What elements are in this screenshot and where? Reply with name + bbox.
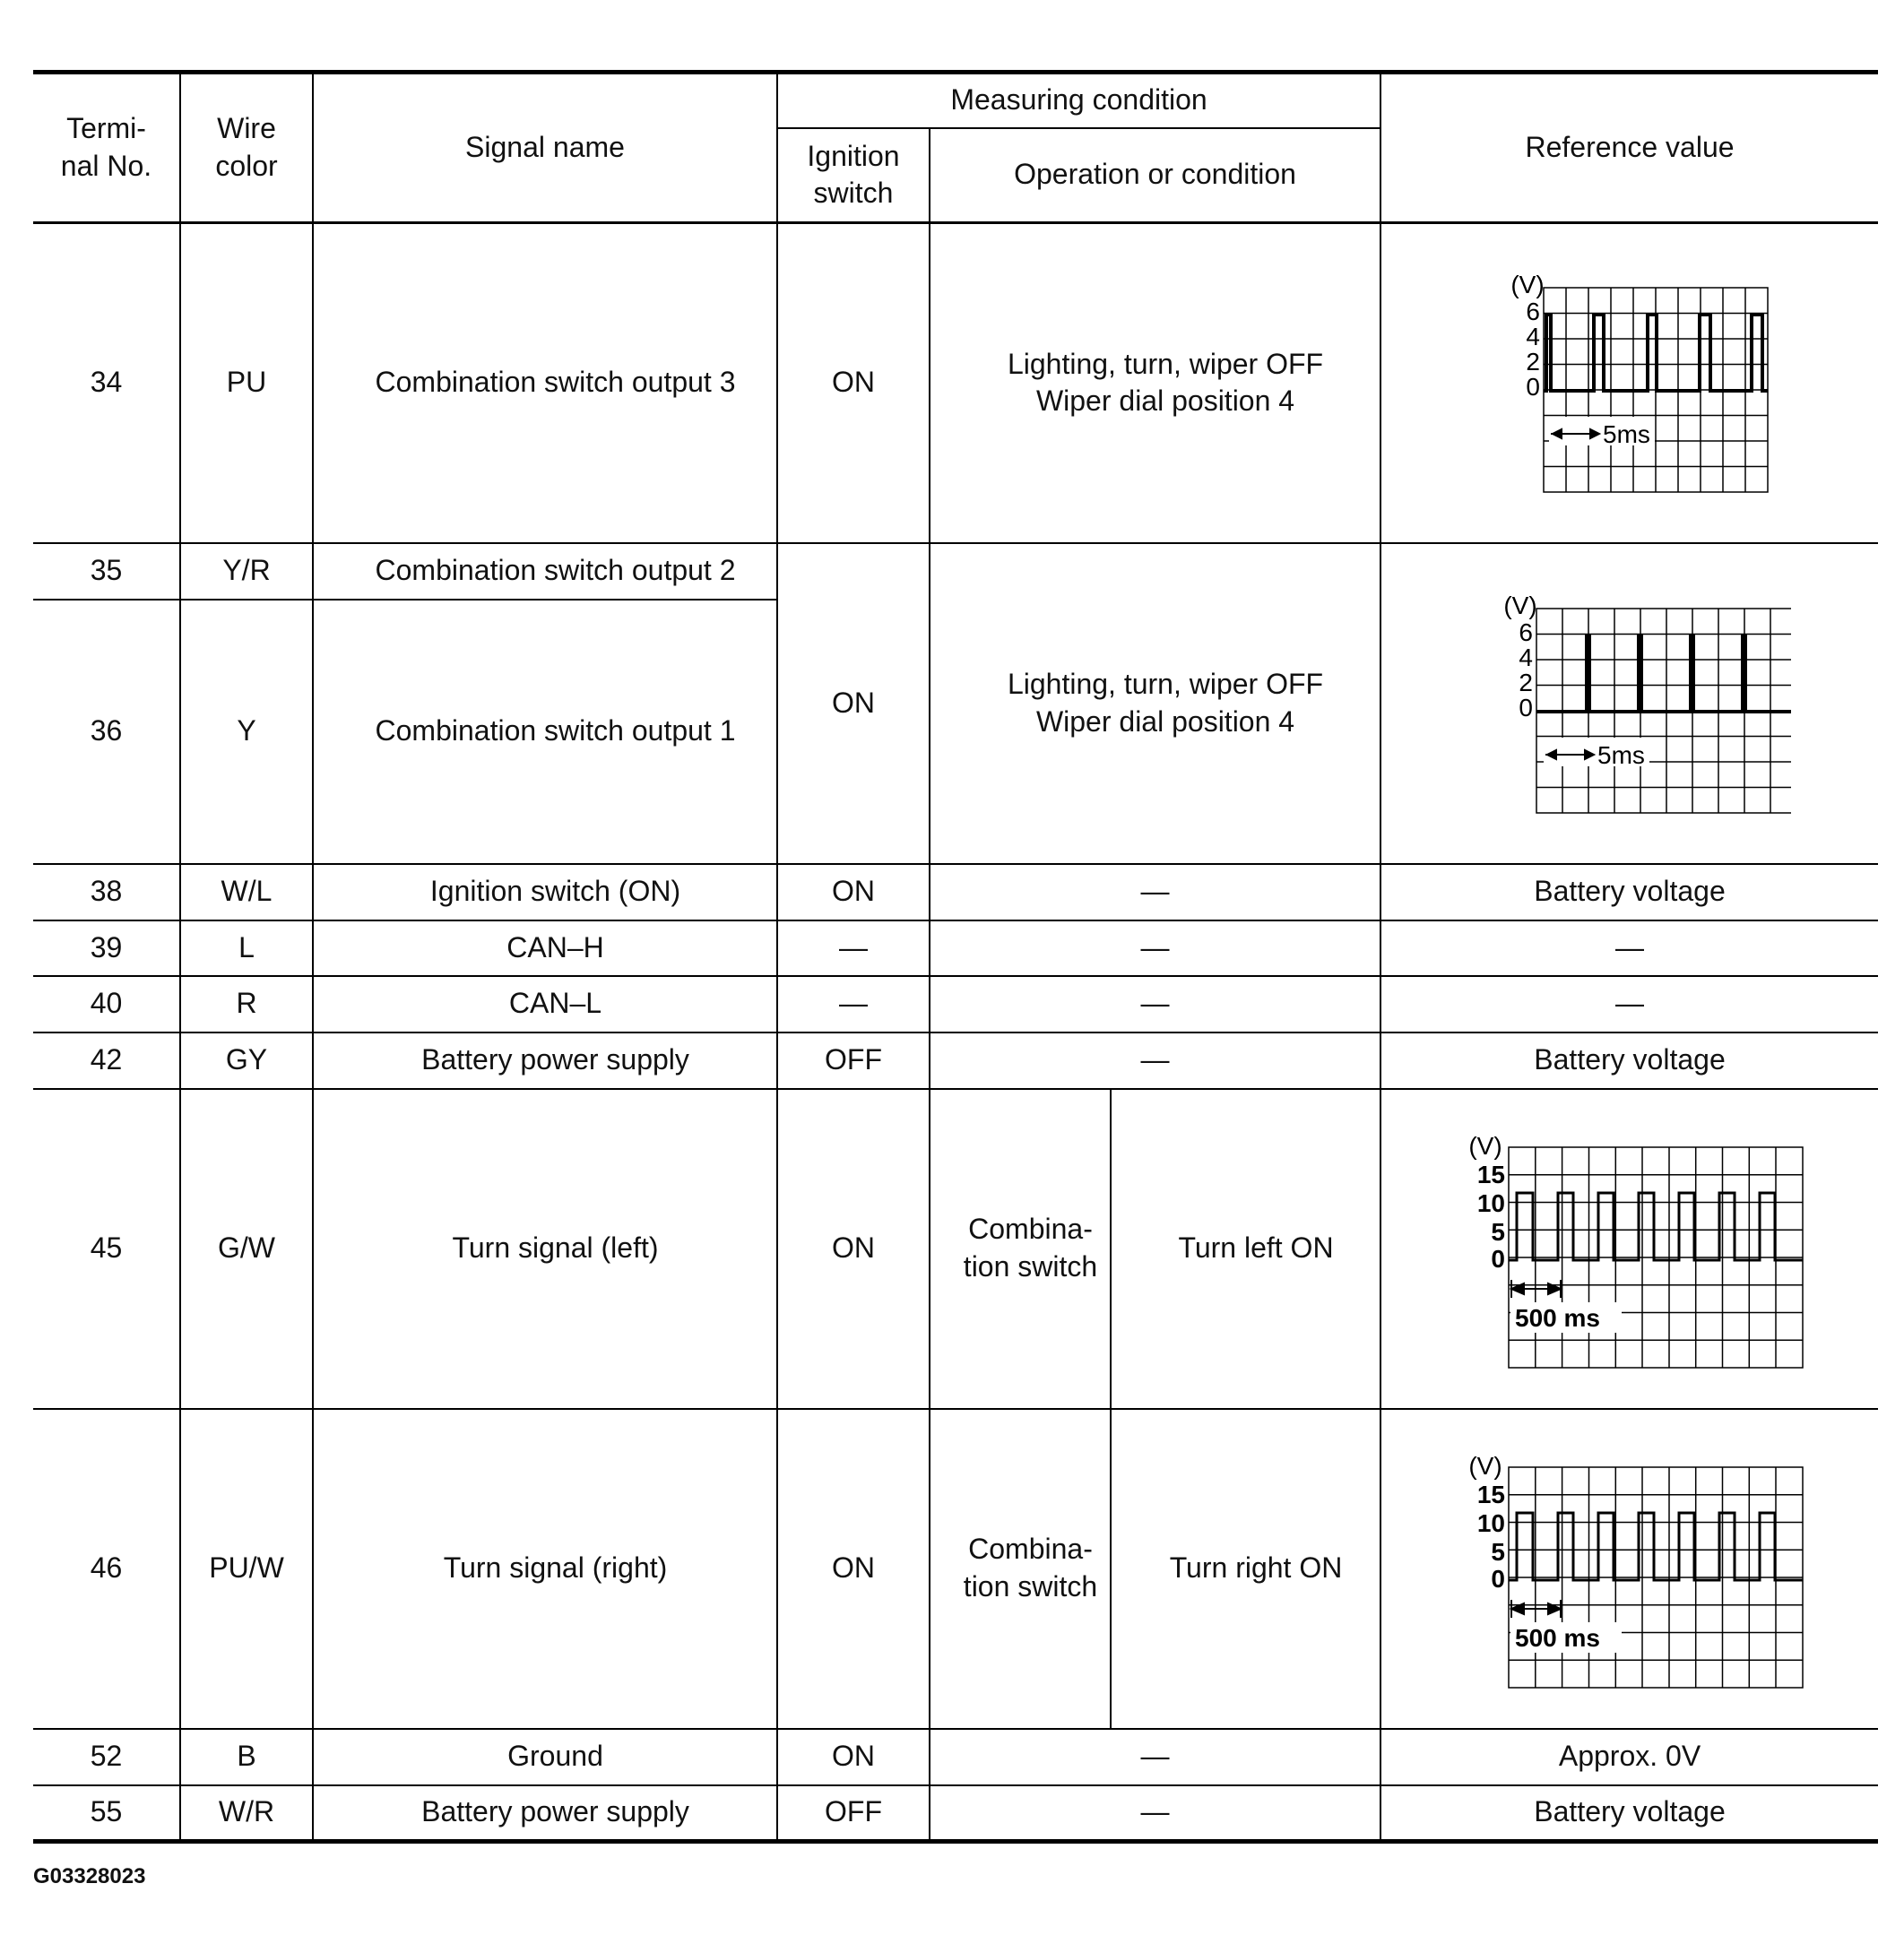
time-scale: [1510, 1600, 1622, 1653]
terminal-no: 46: [33, 1409, 180, 1729]
header-measuring-condition: Measuring condition: [777, 73, 1380, 128]
ignition-state: OFF: [777, 1785, 930, 1842]
terminal-no: 45: [33, 1089, 180, 1409]
operation-condition: —: [930, 1785, 1380, 1842]
terminal-no: 36: [33, 600, 180, 864]
ignition-state: ON: [777, 1089, 930, 1409]
table-row: [33, 543, 1878, 600]
header-reference-value: Reference value: [1380, 73, 1878, 223]
operation-device: [930, 1089, 1111, 1409]
tick-label: 0: [1491, 1245, 1506, 1273]
table-row: [33, 1785, 1878, 1842]
reference-waveform: [1380, 223, 1878, 543]
wire-color: G/W: [180, 1089, 313, 1409]
signal-name: Turn signal (left): [313, 1089, 777, 1409]
reference-waveform: [1380, 543, 1878, 864]
operation-device-text: Combina- tion switch: [963, 1533, 1098, 1603]
wire-color: L: [180, 920, 313, 976]
tick-label: 0: [1526, 373, 1541, 402]
ignition-state: ON: [777, 1729, 930, 1785]
header-wire-color: [180, 73, 313, 223]
terminal-no: 40: [33, 976, 180, 1032]
signal-name: Turn signal (right): [313, 1409, 777, 1729]
reference-waveform: [1380, 1409, 1878, 1729]
tick-label: 4: [1526, 323, 1541, 351]
table-row: [33, 1089, 1878, 1409]
time-scale-label: 500 ms: [1515, 1624, 1600, 1652]
waveform-graph: [1468, 266, 1791, 499]
time-scale: [1510, 1280, 1622, 1333]
operation-condition: —: [930, 1032, 1380, 1089]
operation-condition: [930, 223, 1380, 543]
terminal-no: 38: [33, 864, 180, 920]
ignition-state: ON: [777, 543, 930, 864]
header-ignition-switch: [777, 128, 930, 223]
terminal-no: 42: [33, 1032, 180, 1089]
table-row: [33, 223, 1878, 543]
operation-condition: —: [930, 976, 1380, 1032]
terminal-no: 39: [33, 920, 180, 976]
tick-label: 6: [1519, 618, 1534, 646]
tick-label: 0: [1519, 693, 1534, 721]
tick-labels: [1477, 1161, 1505, 1273]
signal-trace: [1536, 635, 1791, 712]
time-scale-label: 5ms: [1597, 740, 1645, 769]
reference-value: Approx. 0V: [1380, 1729, 1878, 1785]
ignition-state: —: [777, 920, 930, 976]
tick-label: 4: [1519, 643, 1534, 671]
terminal-no: 34: [33, 223, 180, 543]
signal-trace: [1544, 315, 1768, 391]
terminal-reference-table: [33, 70, 1878, 1844]
signal-name: Battery power supply: [313, 1032, 777, 1089]
table-row: [33, 920, 1878, 976]
time-scale-label: 500 ms: [1515, 1304, 1600, 1332]
tick-label: 6: [1526, 298, 1541, 326]
tick-label: 15: [1476, 1161, 1506, 1188]
waveform-graph: [1468, 587, 1791, 820]
tick-label: 5: [1491, 1538, 1506, 1566]
header-terminal-label: Termi- nal No.: [60, 112, 152, 182]
wire-color: W/R: [180, 1785, 313, 1842]
ignition-state: ON: [777, 864, 930, 920]
time-scale-label: 5ms: [1603, 420, 1650, 449]
signal-name: Ground: [313, 1729, 777, 1785]
table-row: [33, 1729, 1878, 1785]
header-signal-name: Signal name: [313, 73, 777, 223]
unit-label: (V): [1503, 591, 1537, 619]
unit-label: (V): [1510, 271, 1545, 299]
waveform-graph: [1455, 1128, 1804, 1369]
reference-waveform: [1380, 1089, 1878, 1409]
ignition-state: OFF: [777, 1032, 930, 1089]
wire-color: PU/W: [180, 1409, 313, 1729]
wire-color: R: [180, 976, 313, 1032]
wire-color: Y: [180, 600, 313, 864]
tick-label: 0: [1491, 1565, 1506, 1593]
wire-color: Y/R: [180, 543, 313, 600]
unit-label: (V): [1468, 1452, 1502, 1480]
reference-value: Battery voltage: [1380, 1785, 1878, 1842]
tick-label: 5: [1491, 1218, 1506, 1246]
operation-text: Lighting, turn, wiper OFF Wiper dial position 4: [1007, 667, 1324, 738]
tick-label: 10: [1476, 1509, 1506, 1537]
signal-name: CAN–H: [313, 920, 777, 976]
terminal-no: 35: [33, 543, 180, 600]
time-scale: [1549, 417, 1655, 448]
ignition-state: —: [777, 976, 930, 1032]
terminal-no: 52: [33, 1729, 180, 1785]
tick-labels: [1477, 1481, 1505, 1593]
terminal-no: 55: [33, 1785, 180, 1842]
operation-device-text: Combina- tion switch: [963, 1213, 1098, 1283]
signal-name: Combination switch output 2: [313, 543, 777, 600]
signal-name: Ignition switch (ON): [313, 864, 777, 920]
tick-label: 2: [1519, 668, 1534, 696]
wire-color: PU: [180, 223, 313, 543]
table-row: [33, 976, 1878, 1032]
operation-state: Turn left ON: [1111, 1089, 1380, 1409]
tick-label: 10: [1476, 1189, 1506, 1217]
reference-value: —: [1380, 920, 1878, 976]
wire-color: B: [180, 1729, 313, 1785]
wire-color: W/L: [180, 864, 313, 920]
signal-name: Combination switch output 3: [313, 223, 777, 543]
table-row: [33, 864, 1878, 920]
signal-name: Combination switch output 1: [313, 600, 777, 864]
operation-condition: —: [930, 920, 1380, 976]
header-terminal-no: [33, 73, 180, 223]
tick-labels: [1526, 298, 1540, 401]
wire-color: GY: [180, 1032, 313, 1089]
tick-labels: [1519, 618, 1533, 721]
ignition-state: ON: [777, 223, 930, 543]
table-row: [33, 1409, 1878, 1729]
signal-name: CAN–L: [313, 976, 777, 1032]
operation-condition: [930, 543, 1380, 864]
operation-text: Lighting, turn, wiper OFF Wiper dial position 4: [1007, 347, 1324, 418]
signal-name: Battery power supply: [313, 1785, 777, 1842]
ignition-state: ON: [777, 1409, 930, 1729]
operation-state: Turn right ON: [1111, 1409, 1380, 1729]
reference-value: —: [1380, 976, 1878, 1032]
operation-device: [930, 1409, 1111, 1729]
reference-value: Battery voltage: [1380, 1032, 1878, 1089]
operation-condition: —: [930, 864, 1380, 920]
tick-label: 2: [1526, 348, 1541, 376]
reference-value: Battery voltage: [1380, 864, 1878, 920]
tick-label: 15: [1476, 1481, 1506, 1508]
unit-label: (V): [1468, 1132, 1502, 1160]
waveform-graph: [1455, 1447, 1804, 1689]
header-operation-condition: Operation or condition: [930, 128, 1380, 223]
header-ignition-label: Ignition switch: [807, 139, 900, 210]
header-wire-label: Wire color: [215, 112, 278, 182]
table-row: [33, 1032, 1878, 1089]
operation-condition: —: [930, 1729, 1380, 1785]
figure-code: G03328023: [33, 1864, 146, 1888]
time-scale: [1544, 738, 1649, 769]
